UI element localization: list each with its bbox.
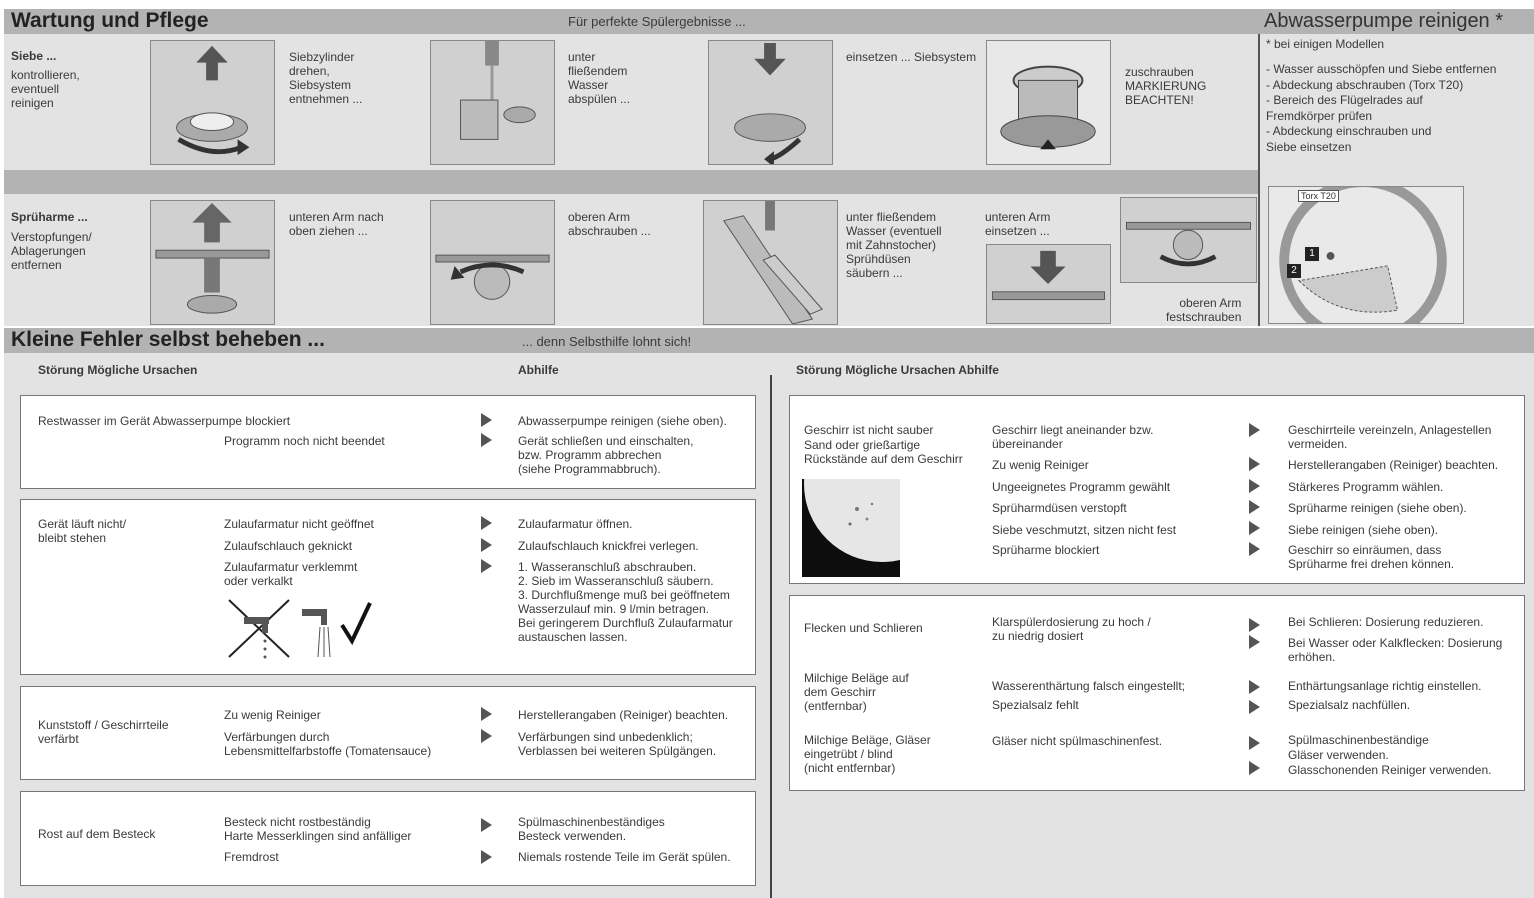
arrow-icon (481, 729, 492, 743)
fault-fix: Bei Schlieren: Dosierung reduzieren. (1288, 615, 1484, 629)
fault-problem: Milchige Beläge auf dem Geschirr (entfernbar) (804, 671, 909, 713)
fault-fix: Enthärtungsanlage richtig einstellen. (1288, 679, 1482, 693)
fault-problem: Milchige Beläge, Gläser eingetrübt / blind (nicht entfernbar) (804, 733, 931, 775)
arrow-icon (481, 559, 492, 573)
pump-title: Abwasserpumpe reinigen * (1264, 10, 1504, 32)
fault-cause: Ungeeignetes Programm gewählt (992, 480, 1171, 494)
step-badge-2: 2 (1287, 264, 1301, 278)
left-header-cause: Störung Mögliche Ursachen (38, 363, 198, 377)
spruh-title: Sprüharme ... (11, 210, 88, 224)
siebe-step1: Siebzylinder drehen, Siebsystem entnehmen ... (289, 50, 363, 106)
fault-cause: Zulaufarmatur verklemmt oder verkalkt (224, 560, 358, 588)
filter-remove-illustration (150, 40, 275, 165)
fault-fix: Spülmaschinenbeständige Gläser verwenden. Glasschonenden Reiniger verwenden. (1288, 733, 1492, 777)
fault-fix: Verfärbungen sind unbedenklich; Verblassen bei weiteren Spülgängen. (518, 730, 717, 758)
fault-fix: Geschirr so einräumen, dass Sprüharme frei drehen können. (1288, 543, 1455, 571)
lower-arm-insert-illustration (986, 244, 1111, 324)
fault-cause: Geschirr liegt aneinander bzw. übereinander (992, 423, 1154, 451)
spruh-step4: unteren Arm einsetzen ... (985, 210, 1051, 238)
fault-fix: Spülmaschinenbeständiges Besteck verwenden. (518, 815, 665, 843)
fault-fix: Herstellerangaben (Reiniger) beachten. (1288, 458, 1499, 472)
fault-problem: Flecken und Schlieren (804, 621, 923, 635)
fault-fix: Zulaufarmatur öffnen. (518, 517, 633, 531)
siebe-step4: zuschrauben MARKIERUNG BEACHTEN! (1125, 65, 1207, 107)
upper-arm-unscrew-illustration (430, 200, 555, 325)
faults-column-divider (770, 375, 772, 898)
spruh-step3: unter fließendem Wasser (eventuell mit Zahnstocher) Sprühdüsen säubern ... (846, 210, 942, 280)
arrow-icon (481, 707, 492, 721)
fault-cause: Sprüharme blockiert (992, 543, 1100, 557)
arrow-icon (1249, 761, 1260, 775)
fault-fix: Sprüharme reinigen (siehe oben). (1288, 501, 1467, 515)
fault-cause: Zulaufschlauch geknickt (224, 539, 353, 553)
dirty-plate-photo (802, 479, 900, 577)
right-header: Störung Mögliche Ursachen Abhilfe (796, 363, 999, 377)
arrow-icon (481, 413, 492, 427)
siebe-step2: unter fließendem Wasser abspülen ... (568, 50, 631, 106)
siebe-step3: einsetzen ... Siebsystem (846, 50, 977, 64)
fault-cause: Sprüharmdüsen verstopft (992, 501, 1127, 515)
arrow-icon (481, 516, 492, 530)
fault-problem: Restwasser im Gerät Abwasserpumpe blockiert (38, 414, 291, 428)
fault-cause: Besteck nicht rostbeständig Harte Messerklingen sind anfälliger (224, 815, 412, 843)
fault-fix: Siebe reinigen (siehe oben). (1288, 523, 1439, 537)
fault-cause: Spezialsalz fehlt (992, 698, 1079, 712)
arrow-icon (1249, 521, 1260, 535)
page-title: Wartung und Pflege (11, 9, 209, 32)
upper-arm-screw-illustration (1120, 197, 1257, 283)
left-header-fix: Abhilfe (518, 363, 559, 377)
arrow-icon (1249, 680, 1260, 694)
filter-rinse-illustration (430, 40, 555, 165)
arrow-icon (481, 433, 492, 447)
pump-steps: - Wasser ausschöpfen und Siebe entfernen - Abdeckung abschrauben (Torx T20) - Bereich des Flügelrades auf Fremdkörper prüfen - Abdeckung einschrauben und Siebe einsetzen (1266, 62, 1497, 154)
fault-cause: Wasserenthärtung falsch eingestellt; (992, 679, 1185, 693)
header-subtitle: Für perfekte Spülergebnisse ... (568, 14, 746, 29)
fault-cause: Programm noch nicht beendet (224, 434, 385, 448)
fault-fix: Abwasserpumpe reinigen (siehe oben). (518, 414, 727, 428)
step-badge-1: 1 (1305, 247, 1319, 261)
fault-fix: Geschirrteile vereinzeln, Anlagestellen vermeiden. (1288, 423, 1492, 451)
faucet-icon (224, 595, 374, 665)
fault-cause: Gläser nicht spülmaschinenfest. (992, 734, 1163, 748)
fault-fix: 1. Wasseranschluß abschrauben. 2. Sieb im Wasseranschluß säubern. 3. Durchflußmenge muß bei geöffnetem Wasserzulauf min. 9 l/min betragen. Bei geringerem Durchfluß Zulaufarmatur austauschen lassen. (518, 560, 733, 644)
nozzle-clean-illustration (703, 200, 838, 325)
pump-note: * bei einigen Modellen (1266, 37, 1385, 51)
fault-cause: Klarspülerdosierung zu hoch / zu niedrig dosiert (992, 615, 1151, 643)
fault-problem: Kunststoff / Geschirrteile verfärbt (38, 718, 169, 746)
fault-cause: Zu wenig Reiniger (992, 458, 1089, 472)
siebe-description: kontrollieren, eventuell reinigen (11, 68, 80, 110)
pump-cover-illustration (1268, 186, 1464, 324)
arrow-icon (481, 538, 492, 552)
fault-cause: Verfärbungen durch Lebensmittelfarbstoffe (Tomatensauce) (224, 730, 432, 758)
fault-fix: Zulaufschlauch knickfrei verlegen. (518, 539, 699, 553)
fault-fix: Stärkeres Programm wählen. (1288, 480, 1444, 494)
spruh-step5: oberen Arm festschrauben (1166, 296, 1242, 324)
fault-fix: Herstellerangaben (Reiniger) beachten. (518, 708, 729, 722)
spruh-step2: oberen Arm abschrauben ... (568, 210, 651, 238)
faults-subtitle: ... denn Selbsthilfe lohnt sich! (522, 334, 692, 349)
filter-insert-illustration (708, 40, 833, 165)
arrow-icon (1249, 457, 1260, 471)
fault-fix: Niemals rostende Teile im Gerät spülen. (518, 850, 731, 864)
arrow-icon (1249, 500, 1260, 514)
fault-cause: Siebe veschmutzt, sitzen nicht fest (992, 523, 1177, 537)
arrow-icon (481, 818, 492, 832)
fault-problem: Rost auf dem Besteck (38, 827, 156, 841)
arrow-icon (1249, 618, 1260, 632)
arrow-icon (1249, 423, 1260, 437)
fault-fix: Bei Wasser oder Kalkflecken: Dosierung erhöhen. (1288, 636, 1503, 664)
spruh-description: Verstopfungen/ Ablagerungen entfernen (11, 230, 92, 272)
filter-marking-illustration (986, 40, 1111, 165)
arrow-icon (1249, 635, 1260, 649)
fault-fix: Spezialsalz nachfüllen. (1288, 698, 1411, 712)
arrow-icon (1249, 542, 1260, 556)
fault-cause: Fremdrost (224, 850, 279, 864)
fault-problem: Geschirr ist nicht sauber Sand oder grießartige Rückstände auf dem Geschirr (804, 423, 963, 466)
fault-fix: Gerät schließen und einschalten, bzw. Programm abbrechen (siehe Programmabbruch). (518, 434, 694, 476)
spruh-step1: unteren Arm nach oben ziehen ... (289, 210, 384, 238)
section-divider-bar (4, 170, 1258, 194)
torx-label: Torx T20 (1298, 190, 1339, 202)
arrow-icon (1249, 736, 1260, 750)
arrow-icon (1249, 700, 1260, 714)
lower-arm-remove-illustration (150, 200, 275, 325)
vertical-divider (1258, 34, 1260, 326)
arrow-icon (1249, 479, 1260, 493)
arrow-icon (481, 850, 492, 864)
fault-cause: Zu wenig Reiniger (224, 708, 321, 722)
faults-title: Kleine Fehler selbst beheben ... (11, 328, 325, 351)
fault-cause: Zulaufarmatur nicht geöffnet (224, 517, 374, 531)
fault-problem: Gerät läuft nicht/ bleibt stehen (38, 517, 127, 545)
siebe-title: Siebe ... (11, 49, 57, 63)
